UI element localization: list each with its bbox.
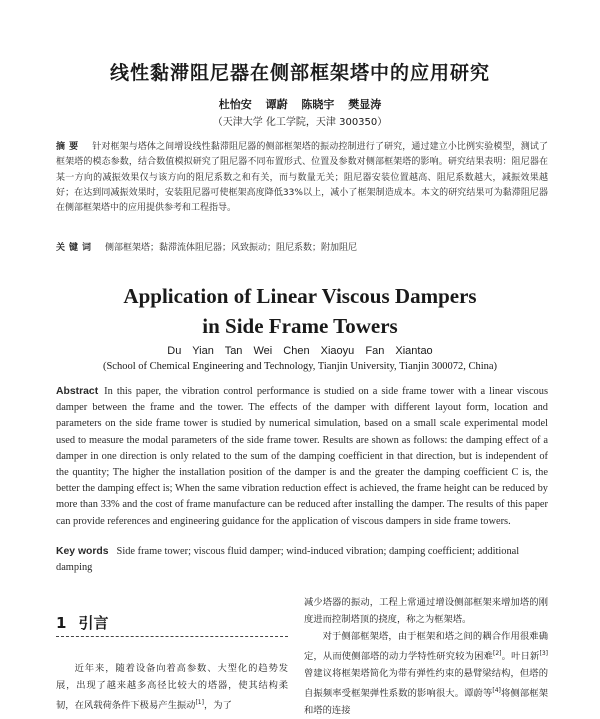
english-keywords xyxy=(56,544,548,576)
chinese-keywords xyxy=(56,240,548,253)
body-text: 。叶日新 xyxy=(501,651,540,663)
chinese-abstract xyxy=(56,140,548,216)
chinese-title: 线性黏滞阻尼器在侧部框架塔中的应用研究 xyxy=(109,62,490,84)
author-name: 樊显涛 xyxy=(348,98,382,111)
body-text: 曾建议将框架塔简化为带有弹性约束的悬臂梁结构，但塔的自振频率受框架弹性系数的影响很大。谭蔚等 xyxy=(304,668,548,700)
body-paragraph: 减少塔器的振动，工程上常通过增设侧部框架来增加塔的刚度进而控制塔顶的挠度，称之为框架塔。 xyxy=(304,597,548,625)
body-text: 对于侧部框架塔，由于框架和塔之间的耦合作用很难确定，从而使侧部塔的动力学特性研究较为困难 xyxy=(304,631,548,663)
chinese-keywords-label: 关键词 xyxy=(56,243,96,253)
english-abstract-text: In this paper, the vibration control performance is studied on a side frame tower with a linear viscous damper between the frame and the tower. The effects of the damper with different layout form, location and parameters on the side frame tower is studied by numerical simulation, based on a small scale experimental model used to measure the modal parameters of the side frame tower. Results are shown as follows: the damping effect of a damper in one direction is only related to the sum of the damping coefficient in that direction, but is independent of the quantity; The higher the installation position of the damper is and the greater the damping coefficient C is, the better the damping effect is; When the same vibration reduction effect is achieved, the frame height can be reduced by more than 33% and the cost of frame manufacture can be reduced after installing the damper. The results of this paper can provide references and engineering guidance for the application of viscous dampers in side frame towers. xyxy=(56,386,548,527)
body-right-column xyxy=(304,594,548,719)
chinese-affiliation: （天津大学 化工学院，天津 300350） xyxy=(212,117,388,128)
body-paragraph xyxy=(304,628,548,719)
author-name: Chen Xiaoyu xyxy=(283,345,355,357)
english-authors xyxy=(0,345,600,357)
body-text: 将侧部框架和塔的连接 xyxy=(304,688,548,717)
author-name: 陈晓宇 xyxy=(301,98,335,111)
english-keywords-label: Key words xyxy=(56,546,109,557)
citation-ref: [4] xyxy=(492,687,501,695)
citation-ref: [2] xyxy=(493,650,502,657)
citation-ref: [1] xyxy=(195,699,204,706)
author-name: Tan Wei xyxy=(224,345,273,357)
body-paragraph-tail: ，为了 xyxy=(203,700,232,712)
section-title: 引言 xyxy=(78,614,109,632)
english-abstract-label: Abstract xyxy=(56,386,99,397)
english-abstract xyxy=(56,384,548,530)
body-paragraph: 近年来，随着设备向着高参数、大型化的趋势发展，出现了越来越多高径比较大的塔器，使其结构柔韧，在风载荷条件下极易产生振动 xyxy=(56,663,288,712)
english-title-line-1: Application of Linear Viscous Dampers xyxy=(123,284,477,308)
english-keywords-text: Side frame tower; viscous fluid damper; wind-induced vibration; damping coefficient; additional damping xyxy=(56,546,520,573)
author-name: 杜怡安 xyxy=(218,98,252,111)
section-number: 1 xyxy=(56,614,67,632)
section-heading-rule xyxy=(56,636,288,637)
body-left-column xyxy=(56,660,288,714)
chinese-authors xyxy=(0,96,600,112)
section-heading xyxy=(56,612,108,633)
author-name: Du Yian xyxy=(167,345,214,357)
english-title xyxy=(0,281,600,341)
chinese-abstract-text: 针对框架与塔体之间增设线性黏滞阻尼器的侧部框架塔的振动控制进行了研究，通过建立小比例实验模型，测试了框架塔的模态参数，结合数值模拟研究了阻尼器不同布置形式、位置及参数对侧部框架塔的影响。研究结果表明：阻尼器在某一方向的减振效果仅与该方向的阻尼系数之和有关，而与数量无关；阻尼器安装位置越高、阻尼系数越大，减振效果越好；在达到同减振效果时，安装阻尼器可使框架高度降低33%以上，减小了框架制造成本。本文的研究结果可为黏滞阻尼器在侧部框架塔中的应用提供参考和工程指导。 xyxy=(56,142,548,214)
chinese-keywords-text: 侧部框架塔；黏滞流体阻尼器；风致振动；阻尼系数；附加阻尼 xyxy=(105,243,358,253)
author-name: Fan Xiantao xyxy=(365,345,433,357)
english-title-line-2: in Side Frame Towers xyxy=(202,314,398,338)
author-name: 谭蔚 xyxy=(265,98,288,111)
citation-ref: [3] xyxy=(539,650,548,657)
chinese-abstract-label: 摘要 xyxy=(56,142,83,152)
english-affiliation: (School of Chemical Engineering and Technology, Tianjin University, Tianjin 300072, China) xyxy=(102,361,498,372)
